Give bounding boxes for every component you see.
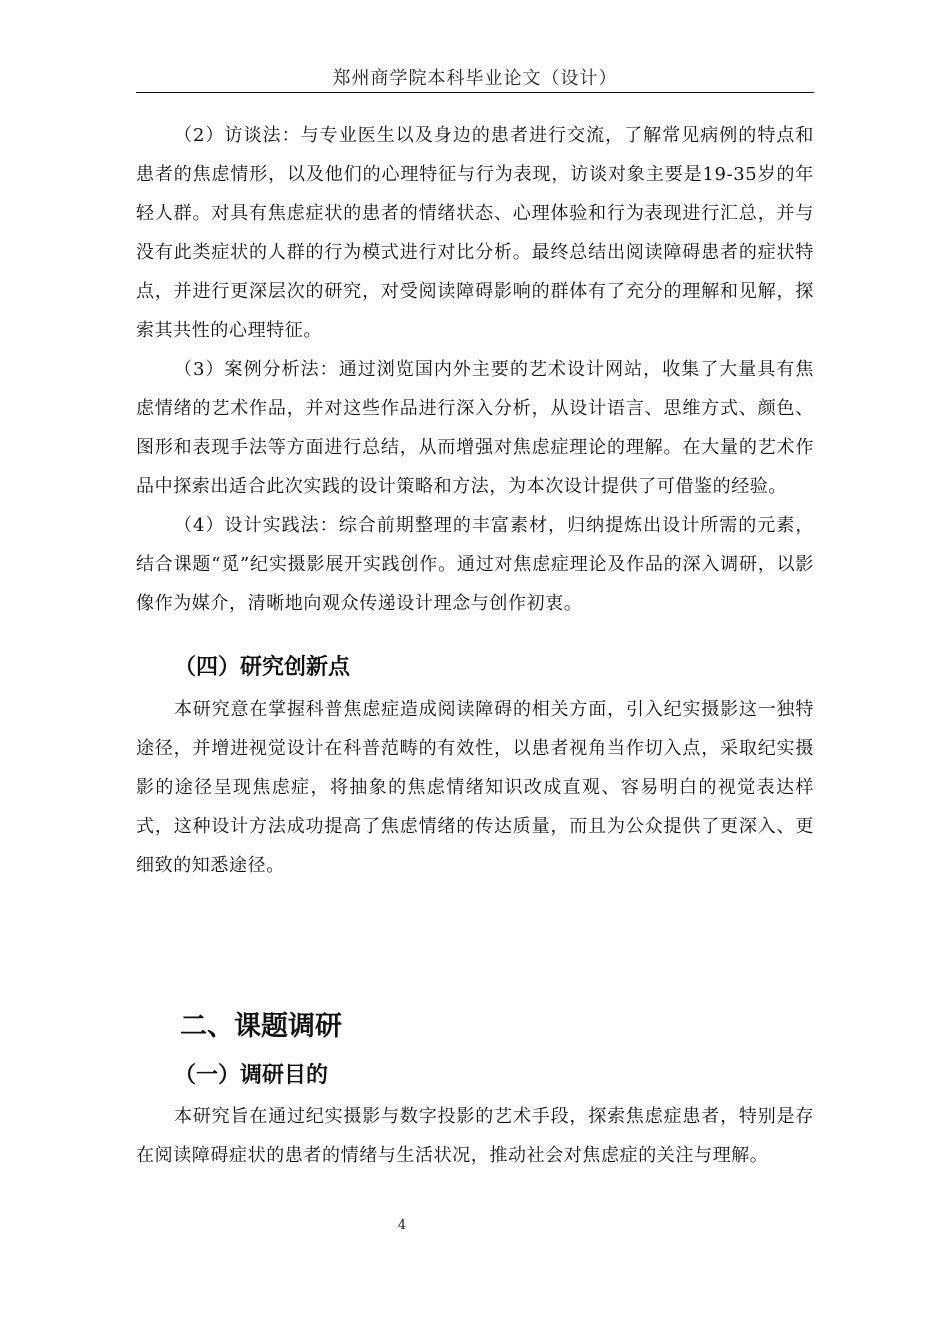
heading-chapter-2: 二、课题调研 bbox=[180, 1011, 342, 1042]
heading-research-innovation: （四）研究创新点 bbox=[174, 655, 351, 680]
paragraph-innovation: 本研究意在掌握科普焦虑症造成阅读障碍的相关方面，引入纪实摄影这一独特途径，并增进视觉设计在科普范畴的有效性，以患者视角当作切入点，采取纪实摄影的途径呈现焦虑症，将抽象的焦虑情绪知识改成直观、容易明白的视觉表达样式，这种设计方法成功提高了焦虑情绪的传达质量，而且为公众提供了更深入、更细致的知悉途径。 bbox=[136, 699, 814, 876]
page-number: 4 bbox=[397, 1218, 407, 1233]
header-divider bbox=[136, 92, 814, 93]
page-header-title: 郑州商学院本科毕业论文（设计） bbox=[332, 68, 618, 89]
paragraph-case-analysis-method: （3）案例分析法：通过浏览国内外主要的艺术设计网站，收集了大量具有焦虑情绪的艺术作品，并对这些作品进行深入分析，从设计语言、思维方式、颜色、图形和表现手法等方面进行总结，从而增强对焦虑症理论的理解。在大量的艺术作品中探索出适合此次实践的设计策略和方法，为本次设计提供了可借鉴的经验。 bbox=[136, 359, 814, 497]
heading-research-purpose: （一）调研目的 bbox=[174, 1063, 329, 1088]
paragraph-interview-method: （2）访谈法：与专业医生以及身边的患者进行交流，了解常见病例的特点和患者的焦虑情形，以及他们的心理特征与行为表现，访谈对象主要是19-35岁的年轻人群。对具有焦虑症状的患者的情绪状态、心理体验和行为表现进行汇总，并与没有此类症状的人群的行为模式进行对比分析。最终总结出阅读障碍患者的症状特点，并进行更深层次的研究，对受阅读障碍影响的群体有了充分的理解和见解，探索其共性的心理特征。 bbox=[136, 125, 814, 341]
paragraph-research-purpose: 本研究旨在通过纪实摄影与数字投影的艺术手段，探索焦虑症患者，特别是存在阅读障碍症状的患者的情绪与生活状况，推动社会对焦虑症的关注与理解。 bbox=[136, 1106, 814, 1166]
document-body bbox=[136, 116, 814, 1175]
paragraph-design-practice-method: （4）设计实践法：综合前期整理的丰富素材，归纳提炼出设计所需的元素，结合课题“觅”纪实摄影展开实践创作。通过对焦虑症理论及作品的深入调研，以影像作为媒介，清晰地向观众传递设计理念与创作初衷。 bbox=[136, 515, 814, 614]
